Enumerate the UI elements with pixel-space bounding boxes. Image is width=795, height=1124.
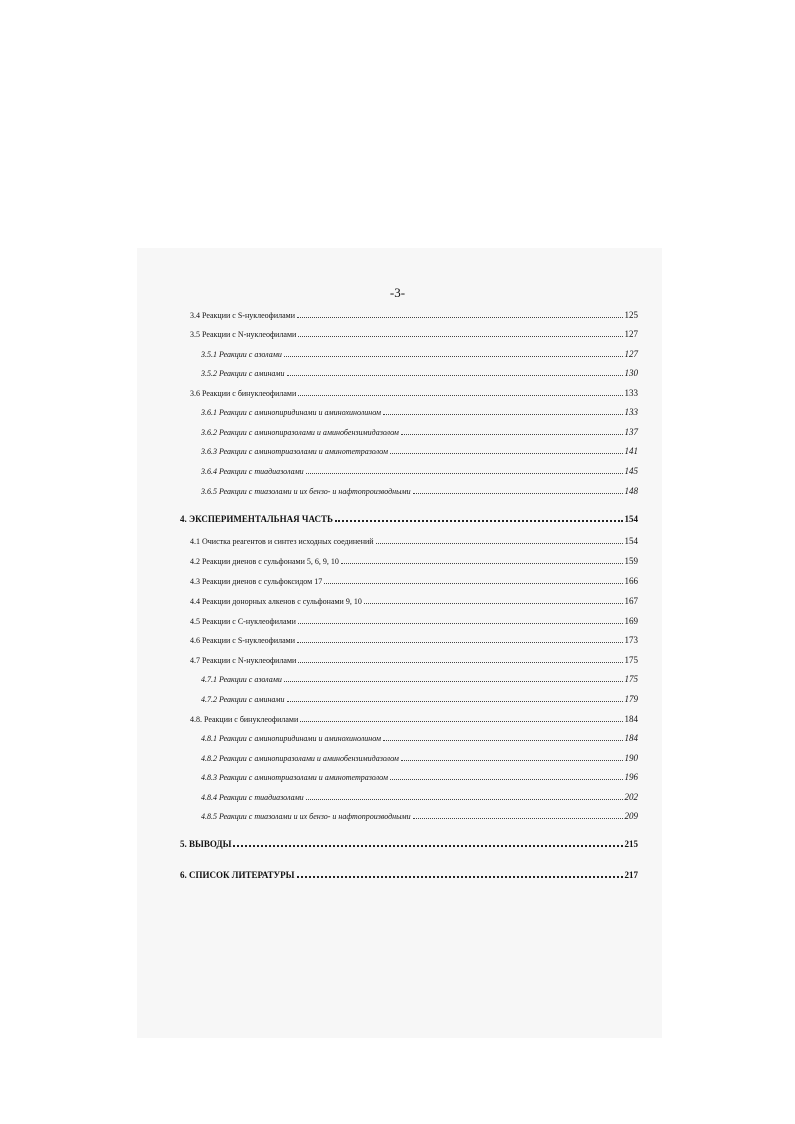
toc-entry[interactable] (190, 655, 638, 666)
toc-entry-page: 179 (624, 694, 638, 704)
toc-entry[interactable] (190, 329, 638, 340)
toc-entry[interactable] (201, 733, 638, 744)
dot-leader (383, 733, 622, 741)
toc-entry-page: 159 (624, 556, 638, 566)
toc-entry-page: 133 (624, 388, 638, 398)
dot-leader (298, 388, 622, 396)
toc-entry-page: 202 (624, 792, 638, 802)
toc-entry-label: 4.8.5 Реакции с тиазолами и их бензо- и нафтопроизводными (201, 812, 411, 821)
toc-entry[interactable] (190, 556, 638, 567)
toc-entry[interactable] (190, 635, 638, 646)
toc-entry[interactable] (201, 772, 638, 783)
toc-entry-page: 184 (624, 733, 638, 743)
toc-entry-page: 125 (624, 310, 638, 320)
toc-entry-label: 3.5.2 Реакции с аминами (201, 369, 285, 378)
toc-entry-label: 4.8.1 Реакции с аминопиридинами и аминохинолином (201, 734, 382, 743)
toc-entry-label: 3.6.1 Реакции с аминопиридинами и аминохинолином (201, 408, 382, 417)
dot-leader (324, 576, 622, 584)
toc-entry-label: 4.7.2 Реакции с аминами (201, 695, 285, 704)
toc-entry-page: 173 (624, 635, 638, 645)
toc-entry[interactable] (201, 446, 638, 457)
dot-leader (298, 655, 622, 663)
toc-entry-page: 133 (624, 407, 638, 417)
toc-entry-page: 175 (624, 655, 638, 665)
toc-entry-page: 127 (624, 349, 638, 359)
dot-leader (413, 811, 623, 819)
toc-entry[interactable] (190, 310, 638, 321)
toc-entry-page: 130 (624, 368, 638, 378)
toc-entry[interactable] (190, 576, 638, 587)
toc-entry-page: 137 (624, 427, 638, 437)
dot-leader (306, 466, 623, 474)
toc-entry-label: 3.4 Реакции с S-нуклеофилами (190, 311, 295, 320)
toc-entry-label: 4.4 Реакции донорных алкенов с сульфонами 9, 10 (190, 597, 362, 606)
dot-leader (376, 536, 623, 544)
toc-entry-label: 3.6 Реакции с бинуклеофилами (190, 389, 297, 398)
toc-entry[interactable] (201, 486, 638, 497)
toc-entry-page: 154 (624, 536, 638, 546)
toc-entry-label: 4.6 Реакции с S-нуклеофилами (190, 636, 295, 645)
dot-leader (306, 792, 623, 800)
dot-leader (341, 556, 623, 564)
dot-leader (383, 407, 622, 415)
dot-leader (364, 596, 623, 604)
toc-entry[interactable] (201, 427, 638, 438)
toc-entry-page: 217 (624, 870, 638, 880)
dot-leader (300, 714, 622, 722)
dot-leader (297, 310, 623, 318)
toc-entry-label: 3.6.5 Реакции с тиазолами и их бензо- и нафтопроизводными (201, 487, 411, 496)
toc-entry-page: 167 (624, 596, 638, 606)
toc-chapter-entry[interactable] (180, 838, 638, 849)
dot-leader (390, 772, 623, 780)
toc-entry-page: 141 (624, 446, 638, 456)
toc-entry[interactable] (201, 349, 638, 360)
page-number: -3- (389, 285, 406, 300)
toc-entry-page: 190 (624, 753, 638, 763)
toc-entry-label: 4.8. Реакции с бинуклеофилами (190, 715, 299, 724)
toc-entry-label: 3.6.4 Реакции с тиадиазолами (201, 467, 304, 476)
toc-entry-page: 175 (624, 674, 638, 684)
toc-entry-page: 154 (624, 514, 638, 524)
dot-leader (335, 513, 623, 522)
toc-entry-label: 4.8.3 Реакции с аминотриазолами и аминотетразолом (201, 773, 388, 782)
toc-entry[interactable] (201, 792, 638, 803)
toc-entry-label: 5. ВЫВОДЫ (180, 839, 232, 849)
toc-entry[interactable] (201, 674, 638, 685)
toc-entry-page: 196 (624, 772, 638, 782)
dot-leader (298, 329, 622, 337)
toc-entry-label: 4.7 Реакции с N-нуклеофилами (190, 656, 297, 665)
dot-leader (287, 694, 623, 702)
toc-entry-label: 4.2 Реакции диенов с сульфонами 5, 6, 9, 10 (190, 557, 339, 566)
toc-entry[interactable] (201, 753, 638, 764)
toc-chapter-entry[interactable] (180, 513, 638, 524)
toc-entry-label: 6. СПИСОК ЛИТЕРАТУРЫ (180, 870, 295, 880)
toc-entry[interactable] (201, 811, 638, 822)
toc-entry-label: 4.5 Реакции с С-нуклеофилами (190, 617, 296, 626)
toc-entry-page: 145 (624, 466, 638, 476)
toc-entry-page: 169 (624, 616, 638, 626)
toc-entry[interactable] (201, 694, 638, 705)
toc-entry[interactable] (190, 388, 638, 399)
toc-entry[interactable] (190, 616, 638, 627)
toc-entry[interactable] (190, 714, 638, 725)
toc-entry-page: 166 (624, 576, 638, 586)
toc-entry-page: 215 (624, 839, 638, 849)
toc-entry-label: 4.8.4 Реакции с тиадиазолами (201, 793, 304, 802)
toc-entry-page: 184 (624, 714, 638, 724)
dot-leader (284, 349, 623, 357)
toc-entry-page: 127 (624, 329, 638, 339)
dot-leader (297, 635, 623, 643)
toc-entry-label: 4.1 Очистка реагентов и синтез исходных соединений (190, 537, 374, 546)
toc-entry-label: 4. ЭКСПЕРИМЕНТАЛЬНАЯ ЧАСТЬ (180, 514, 333, 524)
toc-entry[interactable] (190, 536, 638, 547)
dot-leader (390, 446, 623, 454)
toc-entry[interactable] (201, 466, 638, 477)
dot-leader (298, 616, 623, 624)
dot-leader (413, 486, 623, 494)
dot-leader (287, 368, 623, 376)
toc-entry[interactable] (201, 368, 638, 379)
toc-entry-label: 4.3 Реакции диенов с сульфоксидом 17 (190, 577, 323, 586)
dot-leader (401, 753, 623, 761)
toc-entry-label: 4.8.2 Реакции с аминопиразолами и аминобензимидазолом (201, 754, 399, 763)
toc-entry-label: 4.7.1 Реакции с азолами (201, 675, 282, 684)
dot-leader (284, 674, 623, 682)
toc-chapter-entry[interactable] (180, 869, 638, 880)
toc-entry-label: 3.5 Реакции с N-нуклеофилами (190, 330, 297, 339)
toc-entry-label: 3.5.1 Реакции с азолами (201, 350, 282, 359)
dot-leader (297, 869, 623, 878)
toc-entry[interactable] (201, 407, 638, 418)
toc-entry-label: 3.6.2 Реакции с аминопиразолами и аминобензимидазолом (201, 428, 399, 437)
toc-entry-label: 3.6.3 Реакции с аминотриазолами и аминотетразолом (201, 447, 388, 456)
toc-entry-page: 209 (624, 811, 638, 821)
dot-leader (233, 838, 622, 847)
dot-leader (401, 427, 623, 435)
toc-entry[interactable] (190, 596, 638, 607)
toc-entry-page: 148 (624, 486, 638, 496)
